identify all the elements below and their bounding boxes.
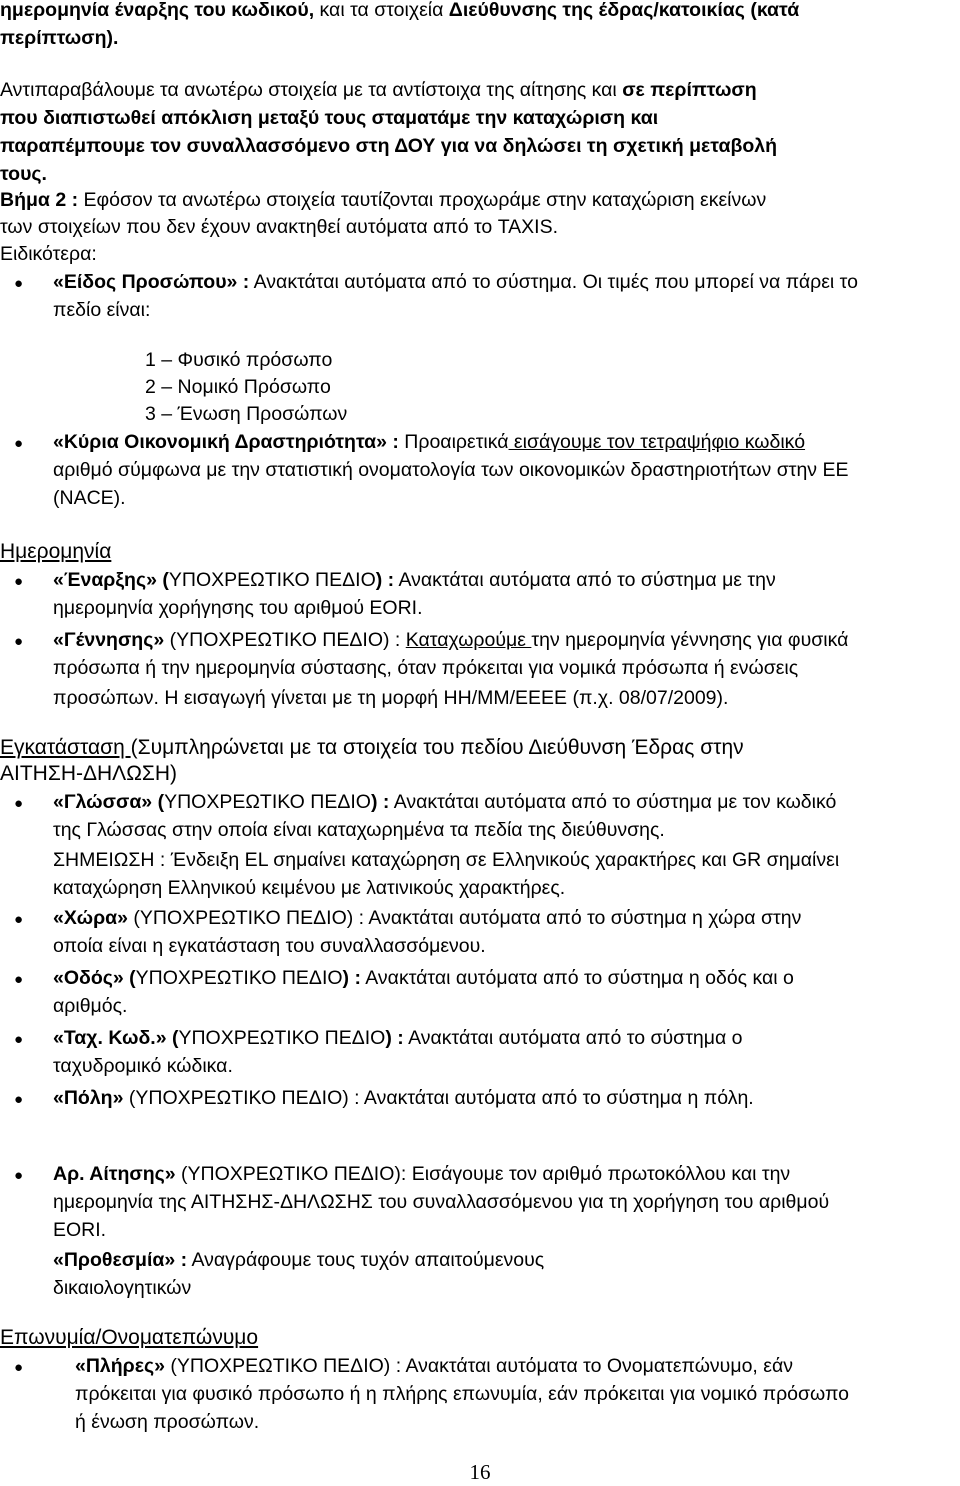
zip-line-2: ταχυδρομικό κώδικα.	[53, 1055, 233, 1077]
bullet-icon: ●	[14, 435, 24, 452]
compare-line-3: παραπέμπουμε τον συναλλασσόμενο στη ΔΟΥ για να δηλώσει τη σχετική μεταβολή	[0, 135, 778, 157]
person-type-option: 3 – Ένωση Προσώπων	[145, 403, 348, 425]
activity-line-1: «Κύρια Οικονομική Δραστηριότητα» : Προαιρετικά εισάγουμε τον τετραψήφιο κωδικό	[53, 431, 806, 453]
application-line-1: Αρ. Αίτησης» (ΥΠΟΧΡΕΩΤΙΚΟ ΠΕΔΙΟ): Εισάγουμε τον αριθμό πρωτοκόλλου και την	[53, 1163, 791, 1185]
deadline-line-2: δικαιολογητικών	[53, 1277, 192, 1299]
person-type-option: 1 – Φυσικό πρόσωπο	[145, 349, 333, 371]
date-birth-line-2: πρόσωπα ή την ημερομηνία σύστασης, όταν πρόκειται για νομικά πρόσωπα ή ενώσεις	[53, 657, 799, 679]
lang-line-2: της Γλώσσας στην οποία είναι καταχωρημένα τα πεδία της διεύθυνσης.	[53, 819, 665, 841]
city-line-1: «Πόλη» (ΥΠΟΧΡΕΩΤΙΚΟ ΠΕΔΙΟ) : Ανακτάται αυτόματα από το σύστημα η πόλη.	[53, 1087, 754, 1109]
bullet-icon: ●	[14, 275, 24, 292]
compare-line-1: Αντιπαραβάλουμε τα ανωτέρω στοιχεία με τα αντίστοιχα της αίτησης και σε περίπτωση	[0, 79, 757, 101]
name-heading: Επωνυμία/Ονοματεπώνυμο	[0, 1326, 259, 1349]
intro-line-2: περίπτωση).	[0, 27, 119, 49]
deadline-line-1: «Προθεσμία» : Αναγράφουμε τους τυχόν απαιτούμενους	[53, 1249, 545, 1271]
date-birth-line-1: «Γέννησης» (ΥΠΟΧΡΕΩΤΙΚΟ ΠΕΔΙΟ) : Καταχωρούμε την ημερομηνία γέννησης για φυσικά	[53, 629, 849, 651]
date-birth-line-3: προσώπων. Η εισαγωγή γίνεται με τη μορφή ΗΗ/ΜΜ/ΕΕΕΕ (π.χ. 08/07/2009).	[53, 687, 729, 709]
bullet-icon: ●	[14, 1359, 24, 1376]
step2-line-1: Βήμα 2 : Εφόσον τα ανωτέρω στοιχεία ταυτίζονται προχωράμε στην καταχώριση εκείνων	[0, 189, 767, 211]
step2-line-2: των στοιχείων που δεν έχουν ανακτηθεί αυτόματα από το TAXIS.	[0, 216, 559, 238]
street-line-1: «Οδός» (ΥΠΟΧΡΕΩΤΙΚΟ ΠΕΔΙΟ) : Ανακτάται αυτόματα από το σύστημα η οδός και ο	[53, 967, 794, 989]
person-type-line-1: «Είδος Προσώπου» : Ανακτάται αυτόματα από το σύστημα. Οι τιμές που μπορεί να πάρει το	[53, 271, 858, 293]
bullet-icon: ●	[14, 573, 24, 590]
application-line-3: EORI.	[53, 1219, 107, 1241]
country-line-2: οποία είναι η εγκατάσταση του συναλλασσόμενου.	[53, 935, 486, 957]
lang-line-1: «Γλώσσα» (ΥΠΟΧΡΕΩΤΙΚΟ ΠΕΔΙΟ) : Ανακτάται αυτόματα από το σύστημα με τον κωδικό	[53, 791, 837, 813]
bullet-icon: ●	[14, 911, 24, 928]
zip-line-1: «Ταχ. Κωδ.» (ΥΠΟΧΡΕΩΤΙΚΟ ΠΕΔΙΟ) : Ανακτάται αυτόματα από το σύστημα ο	[53, 1027, 743, 1049]
person-type-line-2: πεδίο είναι:	[53, 299, 151, 321]
step2-line-3: Ειδικότερα:	[0, 243, 97, 265]
full-name-line-2: πρόκειται για φυσικό πρόσωπο ή η πλήρης επωνυμία, εάν πρόκειται για νομικό πρόσωπο	[75, 1383, 850, 1405]
full-name-line-3: ή ένωση προσώπων.	[75, 1411, 260, 1433]
bullet-icon: ●	[14, 633, 24, 650]
country-line-1: «Χώρα» (ΥΠΟΧΡΕΩΤΙΚΟ ΠΕΔΙΟ) : Ανακτάται αυτόματα από το σύστημα η χώρα στην	[53, 907, 802, 929]
application-line-2: ημερομηνία της ΑΙΤΗΣΗΣ-ΔΗΛΩΣΗΣ του συναλλασσόμενου για τη χορήγηση του αριθμού	[53, 1191, 830, 1213]
activity-line-2: αριθμό σύμφωνα με την στατιστική ονοματολογία των οικονομικών δραστηριοτήτων στην ΕΕ	[53, 459, 849, 481]
bullet-icon: ●	[14, 795, 24, 812]
install-heading-line-2: ΑΙΤΗΣΗ-ΔΗΛΩΣΗ)	[0, 762, 178, 785]
date-start-line-1: «Έναρξης» (ΥΠΟΧΡΕΩΤΙΚΟ ΠΕΔΙΟ) : Ανακτάται αυτόματα από το σύστημα με την	[53, 569, 776, 591]
date-heading: Ημερομηνία	[0, 540, 112, 563]
lang-note-line-1: ΣΗΜΕΙΩΣΗ : Ένδειξη EL σημαίνει καταχώρηση σε Ελληνικούς χαρακτήρες και GR σημαίνει	[53, 849, 840, 871]
bullet-icon: ●	[14, 971, 24, 988]
bullet-icon: ●	[14, 1091, 24, 1108]
person-type-option: 2 – Νομικό Πρόσωπο	[145, 376, 331, 398]
page-number: 16	[469, 1460, 491, 1484]
install-heading: Εγκατάσταση (Συμπληρώνεται με τα στοιχεία του πεδίου Διεύθυνση Έδρας στην	[0, 736, 744, 759]
full-name-line-1: «Πλήρες» (ΥΠΟΧΡΕΩΤΙΚΟ ΠΕΔΙΟ) : Ανακτάται αυτόματα το Ονοματεπώνυμο, εάν	[75, 1355, 793, 1377]
bullet-icon: ●	[14, 1167, 24, 1184]
lang-note-line-2: καταχώρηση Ελληνικού κειμένου με λατινικούς χαρακτήρες.	[53, 877, 566, 899]
bullet-icon: ●	[14, 1031, 24, 1048]
compare-line-4: τους.	[0, 163, 47, 185]
compare-line-2: που διαπιστωθεί απόκλιση μεταξύ τους σταματάμε την καταχώριση και	[0, 107, 659, 129]
activity-line-3: (NACE).	[53, 487, 126, 509]
street-line-2: αριθμός.	[53, 995, 128, 1017]
date-start-line-2: ημερομηνία χορήγησης του αριθμού EORI.	[53, 597, 423, 619]
intro-line-1: ημερομηνία έναρξης του κωδικού, και τα στοιχεία Διεύθυνσης της έδρας/κατοικίας (κατά	[0, 0, 800, 21]
